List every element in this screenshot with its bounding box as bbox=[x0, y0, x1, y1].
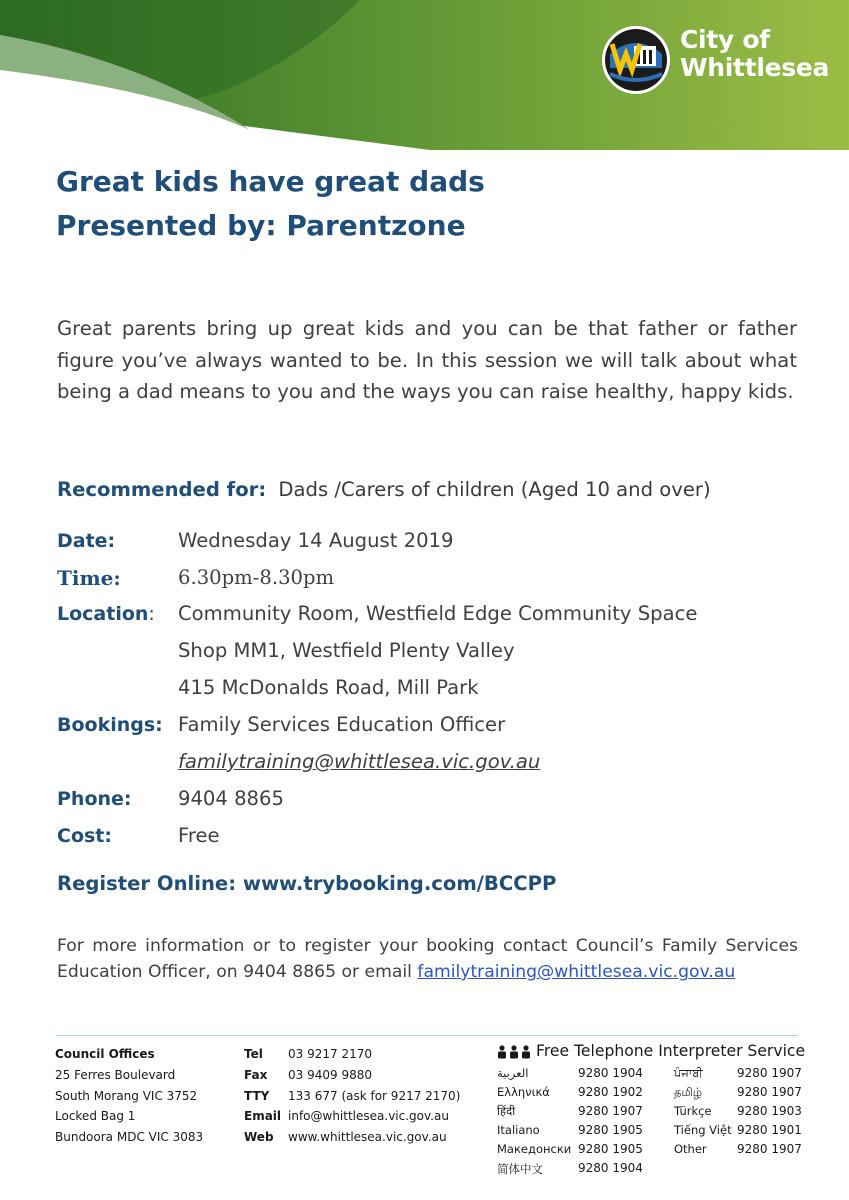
language-number: 9280 1907 bbox=[737, 1066, 802, 1080]
language-name: Ελληνικά bbox=[497, 1085, 550, 1099]
phone-label: Phone: bbox=[57, 788, 132, 810]
contact-labels bbox=[244, 1044, 281, 1148]
location-line1: Community Room, Westfield Edge Community Space bbox=[178, 602, 698, 625]
register-online-link[interactable]: Register Online: www.trybooking.com/BCCPP bbox=[57, 872, 557, 895]
logo-line2: Whittlesea bbox=[680, 53, 830, 82]
phone-value: 9404 8865 bbox=[178, 787, 284, 810]
contact-label-email: Email bbox=[244, 1109, 282, 1124]
cost-value: Free bbox=[178, 824, 220, 847]
language-number: 9280 1904 bbox=[578, 1161, 643, 1175]
language-number: 9280 1902 bbox=[578, 1085, 643, 1099]
language-name: हिंदी bbox=[497, 1104, 516, 1118]
location-line2: Shop MM1, Westfield Plenty Valley bbox=[178, 639, 515, 662]
page-title bbox=[56, 160, 485, 248]
language-name: தமிழ் bbox=[674, 1085, 703, 1099]
recommended-value: Dads /Carers of children (Aged 10 and over) bbox=[278, 478, 711, 501]
contact-web-link[interactable]: www.whittlesea.vic.gov.au bbox=[288, 1130, 447, 1145]
language-name: 简体中文 bbox=[497, 1162, 543, 1176]
address-line: Bundoora MDC VIC 3083 bbox=[55, 1130, 204, 1145]
language-name: Italiano bbox=[497, 1123, 540, 1137]
language-number: 9280 1907 bbox=[737, 1085, 802, 1099]
location-line3: 415 McDonalds Road, Mill Park bbox=[178, 676, 479, 699]
bookings-label: Bookings: bbox=[57, 714, 163, 736]
language-number: 9280 1907 bbox=[578, 1104, 643, 1118]
language-name: Tiếng Việt bbox=[674, 1123, 732, 1137]
logo-line1: City of bbox=[680, 25, 770, 54]
more-info-text: For more information or to register your booking contact Council’s Family Services Education Officer, on 9404 8865 or email bbox=[57, 936, 798, 982]
intro-paragraph: Great parents bring up great kids and you can be that father or father figure you’ve always wanted to be. In this session we will talk about what being a dad means to you and the ways you can raise healthy, happy kids. bbox=[57, 317, 797, 403]
language-name: Македонски bbox=[497, 1142, 572, 1156]
contact-tty: 133 677 (ask for 9217 2170) bbox=[288, 1088, 461, 1103]
contact-label-tty: TTY bbox=[244, 1088, 270, 1103]
more-info-paragraph bbox=[57, 933, 798, 985]
language-name: Türkçe bbox=[674, 1104, 712, 1118]
offices-title: Council Offices bbox=[55, 1047, 155, 1061]
date-label: Date: bbox=[57, 530, 116, 552]
date-value: Wednesday 14 August 2019 bbox=[178, 529, 454, 552]
council-offices-block bbox=[55, 1044, 203, 1148]
language-number: 9280 1905 bbox=[578, 1123, 643, 1137]
language-number: 9280 1904 bbox=[578, 1066, 643, 1080]
location-label-row bbox=[57, 603, 155, 625]
language-number: 9280 1901 bbox=[737, 1123, 802, 1137]
city-logo-text bbox=[680, 26, 829, 82]
time-value: 6.30pm-8.30pm bbox=[178, 566, 335, 589]
title-line2: Presented by: Parentzone bbox=[56, 209, 466, 242]
cost-label: Cost: bbox=[57, 825, 112, 847]
language-number: 9280 1907 bbox=[737, 1142, 802, 1156]
contact-label-fax: Fax bbox=[244, 1067, 268, 1082]
address-line: South Morang VIC 3752 bbox=[55, 1088, 198, 1103]
recommended-for bbox=[57, 478, 711, 501]
more-info-email-link[interactable]: familytraining@whittlesea.vic.gov.au bbox=[417, 962, 736, 982]
interpreter-service-title: Free Telephone Interpreter Service bbox=[536, 1042, 806, 1060]
location-label: Location bbox=[57, 603, 149, 625]
language-name: العربية bbox=[497, 1066, 529, 1080]
language-name: ਪੰਜਾਬੀ bbox=[674, 1066, 703, 1080]
interpreter-people-icon bbox=[497, 1045, 531, 1059]
contact-values bbox=[288, 1044, 460, 1148]
contact-email-link[interactable]: info@whittlesea.vic.gov.au bbox=[288, 1109, 449, 1124]
address-line: 25 Ferres Boulevard bbox=[55, 1067, 176, 1082]
language-number: 9280 1903 bbox=[737, 1104, 802, 1118]
time-label: Time: bbox=[57, 566, 121, 590]
contact-fax: 03 9409 9880 bbox=[288, 1067, 372, 1082]
location-colon: : bbox=[148, 603, 155, 625]
language-number: 9280 1905 bbox=[578, 1142, 643, 1156]
recommended-label: Recommended for: bbox=[57, 478, 267, 501]
contact-tel: 03 9217 2170 bbox=[288, 1047, 372, 1061]
language-name: Other bbox=[674, 1142, 707, 1156]
bookings-value: Family Services Education Officer bbox=[178, 713, 506, 736]
address-line: Locked Bag 1 bbox=[55, 1109, 136, 1124]
contact-label-web: Web bbox=[244, 1130, 274, 1145]
bookings-email-link[interactable]: familytraining@whittlesea.vic.gov.au bbox=[178, 750, 541, 773]
footer-divider bbox=[56, 1035, 798, 1036]
contact-label-tel: Tel bbox=[244, 1047, 263, 1061]
title-line1: Great kids have great dads bbox=[56, 165, 485, 198]
